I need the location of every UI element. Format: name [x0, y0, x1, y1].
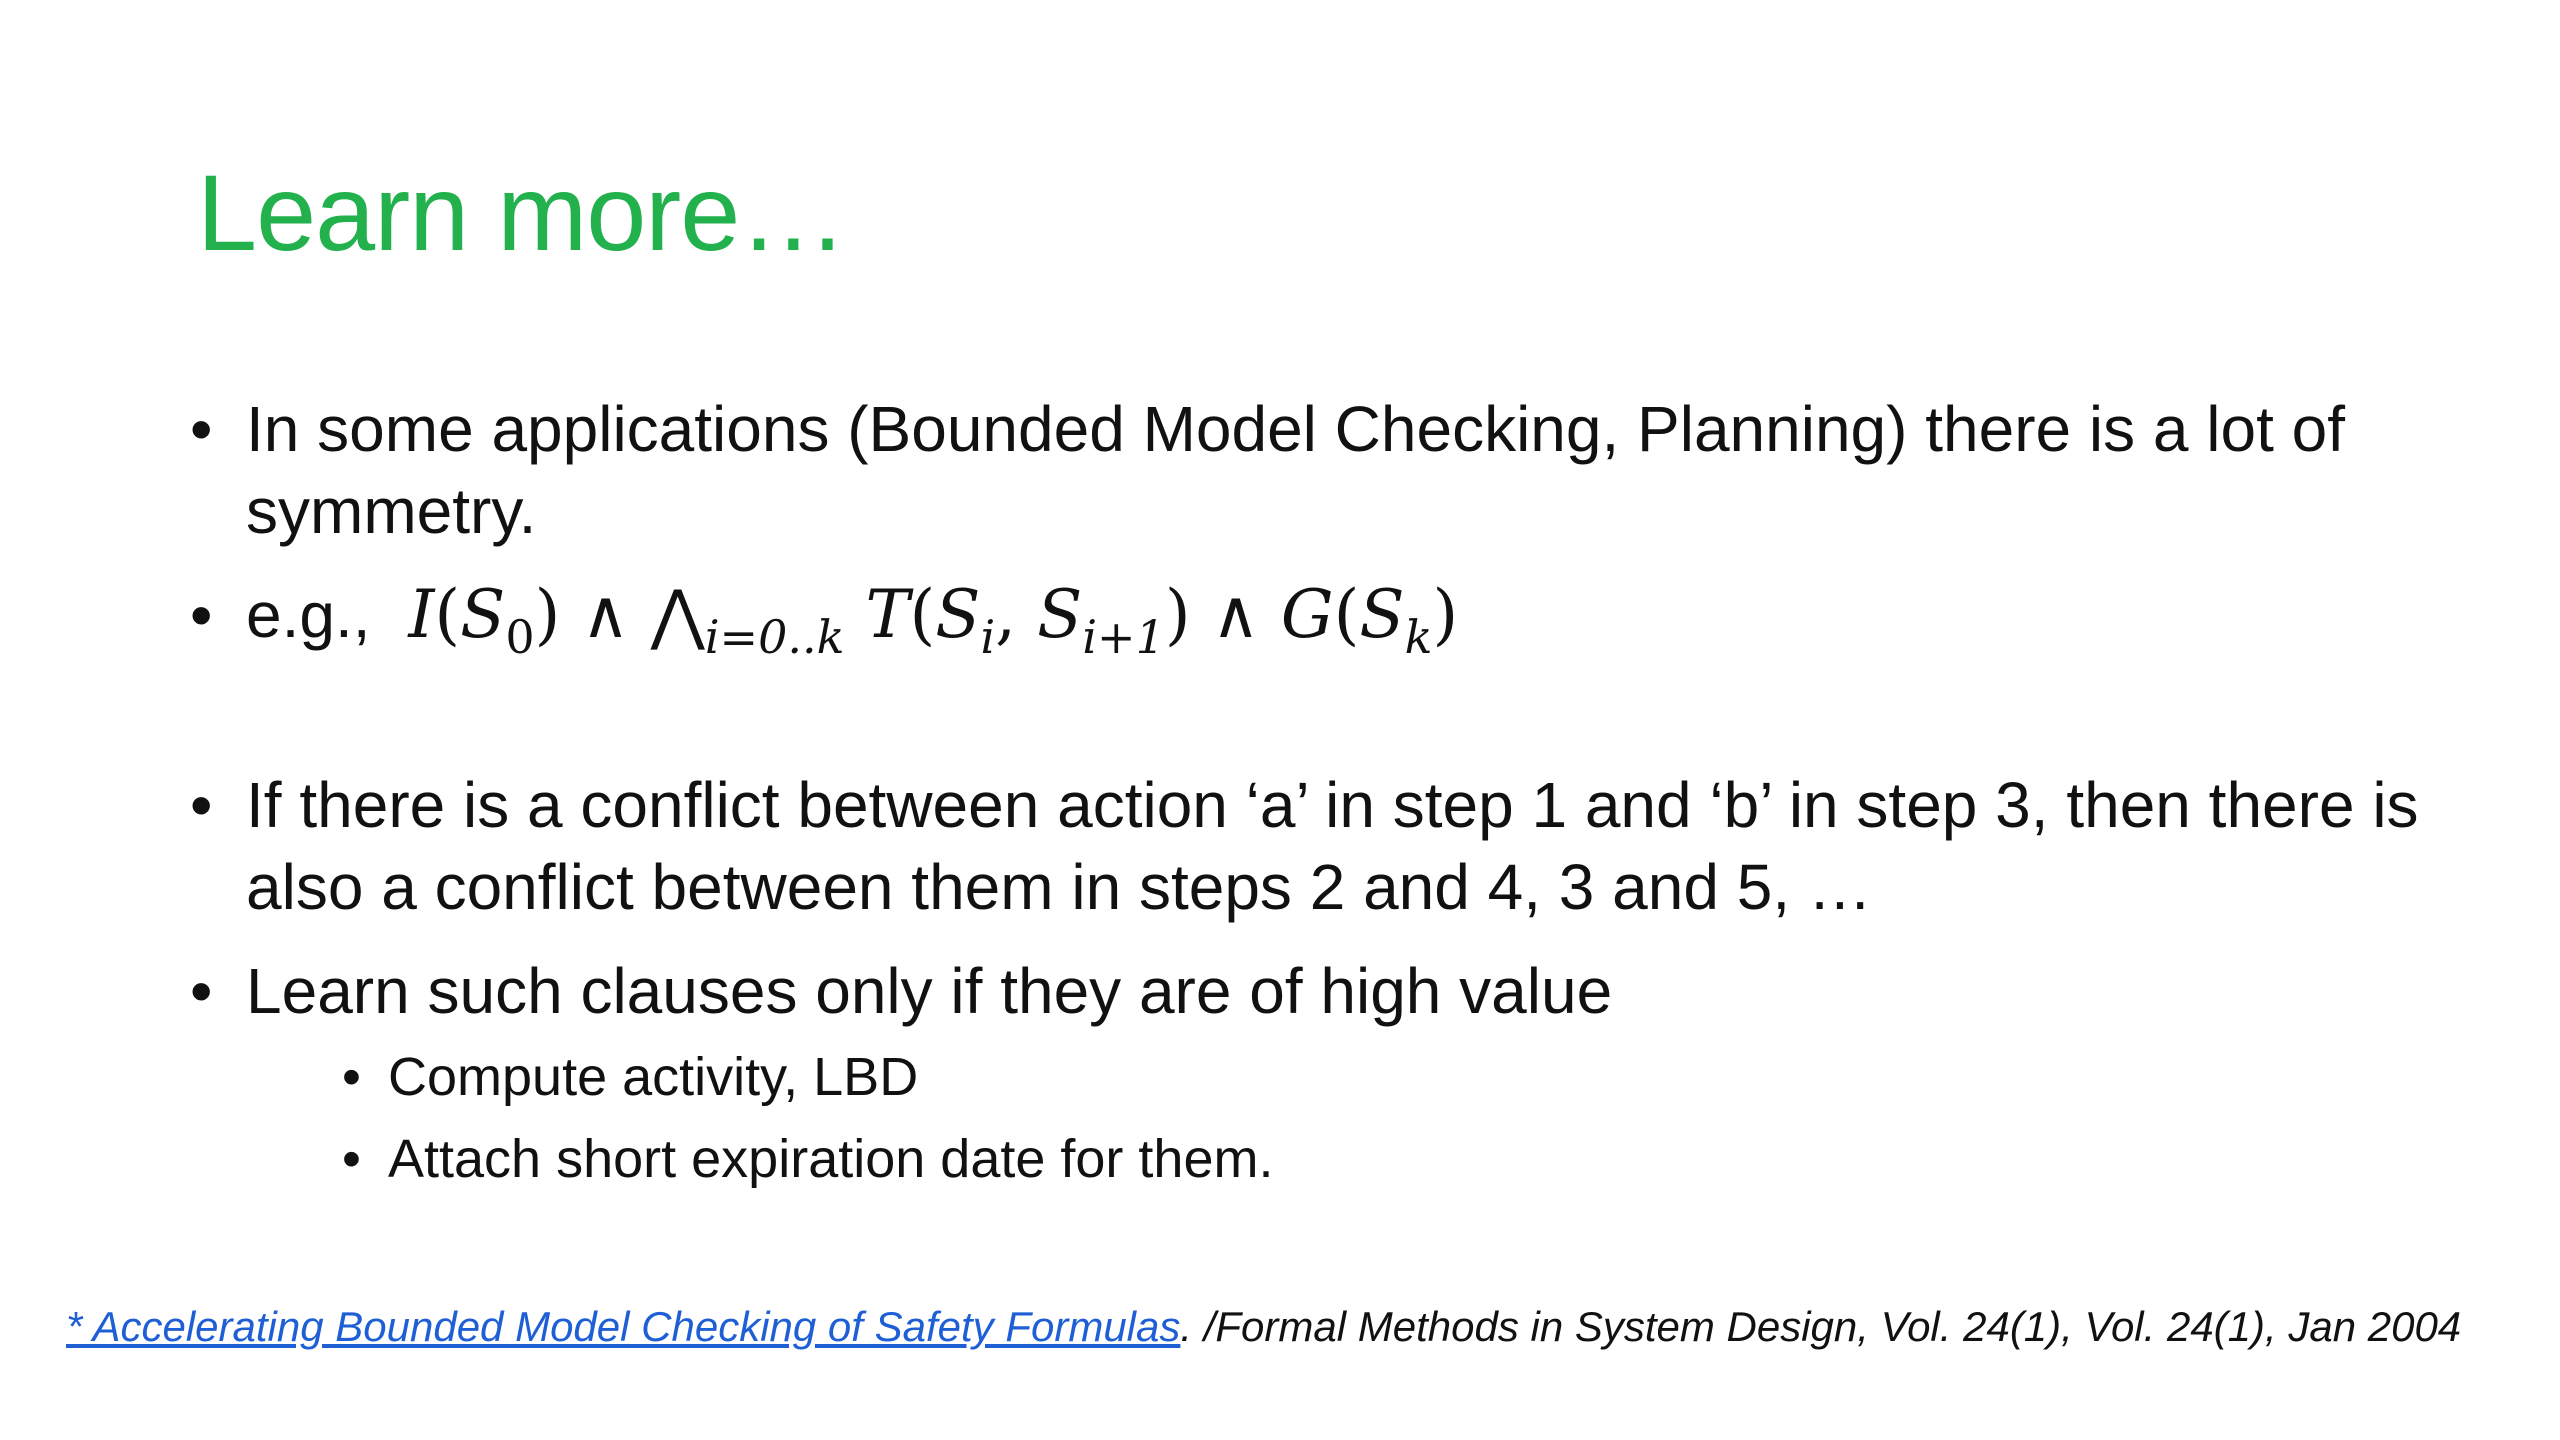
- bullet-dot: •: [190, 955, 213, 1027]
- sub-bullet-item: [342, 1036, 2450, 1118]
- sub-bullet-text: Attach short expiration date for them.: [388, 1129, 1274, 1189]
- bullet-dot: •: [190, 393, 213, 465]
- bullet-dot: •: [342, 1129, 361, 1189]
- reference-footer: [66, 1300, 2461, 1354]
- reference-details: . /Formal Methods in System Design, Vol. 24(1), Vol. 24(1), Jan 2004: [1180, 1303, 2462, 1350]
- bullet-item-formula: [190, 574, 2450, 664]
- bullet-dot: •: [342, 1047, 361, 1107]
- sub-bullet-item: [342, 1118, 2450, 1200]
- slide-body: [190, 388, 2450, 1222]
- reference-link[interactable]: * Accelerating Bounded Model Checking of Safety Formulas: [66, 1303, 1181, 1350]
- formula: $I(S_0)$ ∧ $⋀_{i=0..k}$ $T(S_i$, $S_{i+1}$) ∧ $G(S_k)$: [408, 576, 1459, 664]
- bullet-text: e.g.,: [246, 579, 371, 651]
- bullet-text: Learn such clauses only if they are of high value: [246, 955, 1613, 1027]
- bullet-item: [190, 764, 2450, 928]
- bullet-dot: •: [190, 579, 213, 651]
- sub-bullet-list: [246, 1036, 2450, 1200]
- sub-bullet-text: Compute activity, LBD: [388, 1047, 919, 1107]
- bullet-text: If there is a conflict between action ‘a’ in step 1 and ‘b’ in step 3, then there is also a conflict between them in steps 2 and 4, 3 and 5, …: [246, 769, 2419, 923]
- bullet-item: [190, 950, 2450, 1200]
- bullet-dot: •: [190, 769, 213, 841]
- slide-title: Learn more…: [197, 152, 847, 273]
- bullet-item: [190, 388, 2450, 552]
- bullet-text: In some applications (Bounded Model Checking, Planning) there is a lot of symmetry.: [246, 393, 2345, 547]
